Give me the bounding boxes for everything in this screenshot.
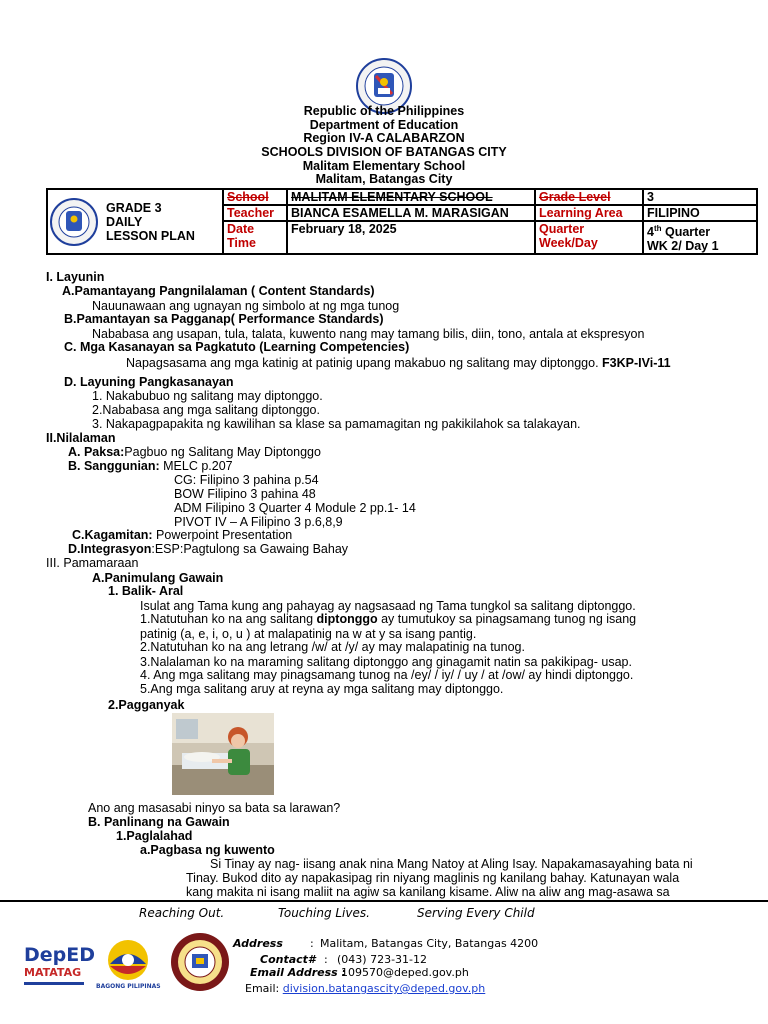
statement-4: 4. Ang mga salitang may pinagsamang tunog na /ey/ / iy/ / uy / at /ow/ ay hindi diptonggo. [140,668,634,682]
text-performance-standards: Nababasa ang usapan, tula, talata, kuwento nang may tamang bilis, diin, tono, antala at ekspresyon [92,327,645,341]
section-nilalaman: II.Nilalaman [46,431,116,445]
statement-1: 1.Natutuhan ko na ang salitang diptonggo ay tumutukoy sa pinagsamang tunog ng isang [140,612,637,626]
tagline-reaching-out: Reaching Out. [139,906,225,920]
statement-1-cont: patinig (a, e, i, o, u ) at malapatinig na w at y sa isang pantig. [140,627,477,641]
school-value: MALITAM ELEMENTARY SCHOOL [287,189,535,205]
heading-pagganyak: 2.Pagganyak [108,698,185,712]
child-cleaning-photo [172,713,274,795]
email2-line [245,982,485,995]
text-paksa: A. Paksa:Pagbuo ng Salitang May Diptonggo [68,445,321,459]
learning-area-value: FILIPINO [643,205,757,221]
quarter-label: Quarter [539,222,585,236]
deped-wordmark: DepED [24,944,96,966]
statement-5: 5.Ang mga salitang aruy at reyna ay mga salitang may diptonggo. [140,682,504,696]
bagong-pilipinas-logo [100,936,156,984]
grade-title-cell [47,189,223,254]
header-line-school: Malitam Elementary School [302,159,466,173]
teacher-value: BIANCA ESAMELLA M. MARASIGAN [287,205,535,221]
deped-seal-small-logo [50,198,98,246]
reference-bow: BOW Filipino 3 pahina 48 [174,487,316,501]
heading-panimulang-gawain: A.Panimulang Gawain [92,571,224,585]
heading-balik-aral: 1. Balik- Aral [108,584,184,598]
contact-colon: : [324,953,328,966]
date-label: Date [227,222,255,236]
address-value: Malitam, Batangas City, Batangas 4200 [320,937,539,950]
objective-3: 3. Nakapagpapakita ng kawilihan sa klase sa pamamagitan ng pakikilahok sa talakayan. [92,417,581,431]
heading-performance-standards: B.Pamantayan sa Pagganap( Performance Standards) [64,312,384,326]
email2-label: Email: [245,982,283,995]
grade-level-label: Grade Level [535,189,643,205]
quarter-value-cell [643,221,757,254]
week-day-label: Week/Day [539,236,598,250]
text-content-standards: Nauunawaan ang ugnayan ng simbolo at ng mga tunog [92,299,400,313]
grade-title-line1: GRADE 3 [106,200,162,215]
address-label: Address [233,937,283,950]
school-label: School [223,189,287,205]
text-balik-aral-instruction: Isulat ang Tama kung ang pahayag ay nagsasaad ng Tama tungkol sa salitang diptonggo. [140,599,636,613]
quarter-number: 4 [647,225,654,240]
header-line-location: Malitam, Batangas City [315,172,453,186]
quarter-suffix: th [653,224,662,233]
header-line-division: SCHOOLS DIVISION OF BATANGAS CITY [261,145,507,159]
matatag-wordmark: MATATAG [24,966,82,979]
heading-content-standards: A.Pamantayang Pangnilalaman ( Content Standards) [62,284,375,298]
contact-label: Contact# [260,953,316,966]
text-sanggunian: B. Sanggunian: MELC p.207 [68,459,233,473]
date-time-label-cell [223,221,287,254]
reference-adm: ADM Filipino 3 Quarter 4 Module 2 pp.1- 14 [174,501,416,515]
text-question: Ano ang masasabi ninyo sa bata sa larawan? [88,801,341,815]
reference-pivot: PIVOT IV – A Filipino 3 p.6,8,9 [174,515,343,529]
story-line-2: Tinay. Bukod dito ay napakasipag rin niyang maglinis ng kanilang bahay. Katunayan wala [186,871,680,885]
time-label: Time [227,236,256,250]
contact-value: (043) 723-31-12 [337,953,428,966]
text-integrasyon: D.Integrasyon:ESP:Pagtulong sa Gawaing Bahay [68,542,349,556]
header-line-region: Region IV-A CALABARZON [303,131,465,145]
quarter-label-cell [535,221,643,254]
malitam-school-seal-logo [170,932,230,992]
teacher-label: Teacher [223,205,287,221]
heading-pagbasa: a.Pagbasa ng kuwento [140,843,275,857]
header-line-republic: Republic of the Philippines [303,104,465,118]
heading-panlinang: B. Panlinang na Gawain [88,815,230,829]
story-line-3: kang makita ni isang maliit na agiw sa kanilang kisame. Aliw na aliw ang mag-asawa sa [186,885,670,899]
lesson-info-table [46,188,758,255]
text-learning-competencies: Napagsasama ang mga katinig at patinig upang makabuo ng salitang may diptonggo. F3KP-IVi-11 [126,356,671,370]
story-line-1: Si Tinay ay nag- iisang anak nina Mang Natoy at Aling Isay. Napakamasayahing bata ni [210,857,693,871]
heading-layuning-pangkasanayan: D. Layuning Pangkasanayan [64,375,234,389]
statement-2: 2.Natutuhan ko na ang letrang /w/ at /y/ ay may malapatinig na tunog. [140,640,525,654]
email-value: 109570@deped.gov.ph [341,966,469,979]
email-label: Email Address : [250,966,346,979]
objective-2: 2.Nababasa ang mga salitang diptonggo. [92,403,320,417]
deped-matatag-logo [24,944,96,994]
tagline-touching-lives: Touching Lives. [278,906,370,920]
learning-area-label: Learning Area [535,205,643,221]
statement-3: 3.Nalalaman ko na maraming salitang diptonggo ang ginagamit natin sa pakikipag- usap. [140,655,632,669]
date-value: February 18, 2025 [287,221,535,254]
footer-divider [0,900,768,902]
address-colon: : [310,937,314,950]
grade-title-line2: DAILY [106,214,143,229]
competency-code: F3KP-IVi-11 [602,356,671,370]
header-line-deped: Department of Education [309,118,459,132]
text-kagamitan: C.Kagamitan: Powerpoint Presentation [72,528,293,542]
week-day-value: WK 2/ Day 1 [647,239,719,254]
section-layunin: I. Layunin [46,270,105,284]
grade-level-value: 3 [643,189,757,205]
heading-paglalahad: 1.Paglalahad [116,829,193,843]
bagong-pilipinas-text: BAGONG PILIPINAS [96,983,161,990]
section-pamamaraan: III. Pamamaraan [46,556,139,570]
grade-title-line3: LESSON PLAN [106,228,195,243]
heading-learning-competencies: C. Mga Kasanayan sa Pagkatuto (Learning Competencies) [64,340,410,354]
reference-cg: CG: Filipino 3 pahina p.54 [174,473,319,487]
quarter-word: Quarter [661,225,711,240]
tagline-serving: Serving Every Child [417,906,535,920]
division-email-link[interactable]: division.batangascity@deped.gov.ph [282,982,486,995]
objective-1: 1. Nakabubuo ng salitang may diptonggo. [92,389,323,403]
